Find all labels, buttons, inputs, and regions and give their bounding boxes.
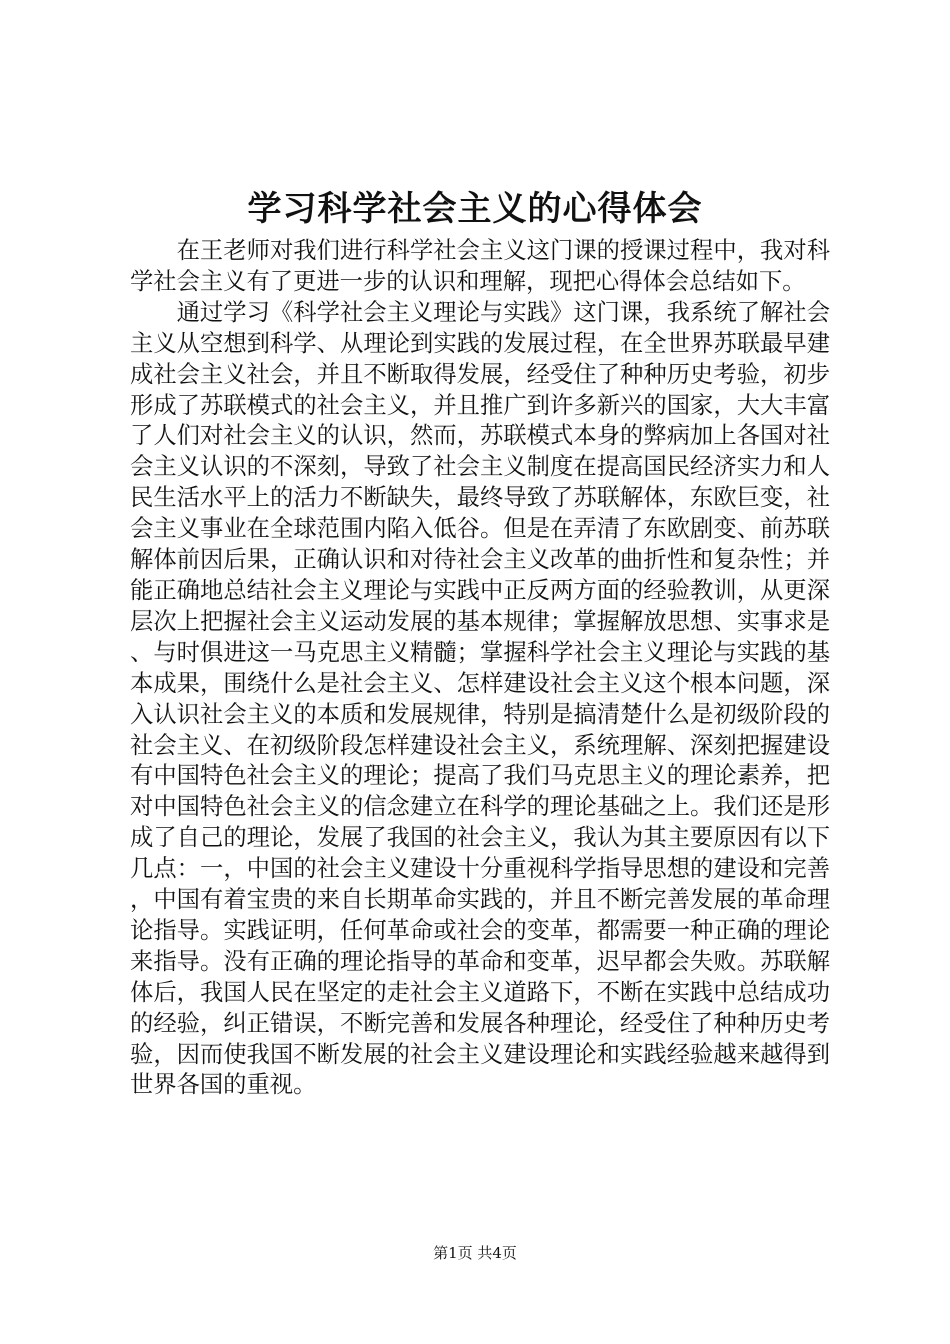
paragraph-main: 通过学习《科学社会主义理论与实践》这门课，我系统了解社会主义从空想到科学、从理论到实践的发展过程，在全世界苏联最早建成社会主义社会，并且不断取得发展，经受住了种种历史考验，初步形成了苏联模式的社会主义，并且推广到许多新兴的国家，大大丰富了人们对社会主义的认识，然而，苏联模式本身的弊病加上各国对社会主义认识的不深刻，导致了社会主义制度在提高国民经济实力和人民生活水平上的活力不断缺失，最终导致了苏联解体，东欧巨变，社会主义事业在全球范围内陷入低谷。但是在弄清了东欧剧变、前苏联解体前因后果，正确认识和对待社会主义改革的曲折性和复杂性；并能正确地总结社会主义理论与实践中正反两方面的经验教训，从更深层次上把握社会主义运动发展的基本规律；掌握解放思想、实事求是、与时俱进这一马克思主义精髓；掌握科学社会主义理论与实践的基本成果，围绕什么是社会主义、怎样建设社会主义这个根本问题，深入认识社会主义的本质和发展规律，特别是搞清楚什么是初级阶段的社会主义、在初级阶段怎样建设社会主义，系统理解、深刻把握建设有中国特色社会主义的理论；提高了我们马克思主义的理论素养，把对中国特色社会主义的信念建立在科学的理论基础之上。我们还是形成了自己的理论，发展了我国的社会主义，我认为其主要原因有以下几点：一，中国的社会主义建设十分重视科学指导思想的建设和完善，中国有着宝贵的来自长期革命实践的，并且不断完善发展的革命理论指导。实践证明，任何革命或社会的变革，都需要一种正确的理论来指导。没有正确的理论指导的革命和变革，迟早都会失败。苏联解体后，我国人民在坚定的走社会主义道路下，不断在实践中总结成功的经验，纠正错误，不断完善和发展各种理论，经受住了种种历史考验，因而使我国不断发展的社会主义建设理论和实践经验越来越得到世界各国的重视。 bbox=[130, 298, 830, 1099]
paragraph-intro: 在王老师对我们进行科学社会主义这门课的授课过程中，我对科学社会主义有了更进一步的认识和理解，现把心得体会总结如下。 bbox=[130, 237, 830, 295]
document-title: 学习科学社会主义的心得体会 bbox=[247, 189, 703, 229]
page-number-footer: 第1页 共4页 bbox=[433, 1244, 517, 1262]
document-body bbox=[130, 236, 830, 1101]
